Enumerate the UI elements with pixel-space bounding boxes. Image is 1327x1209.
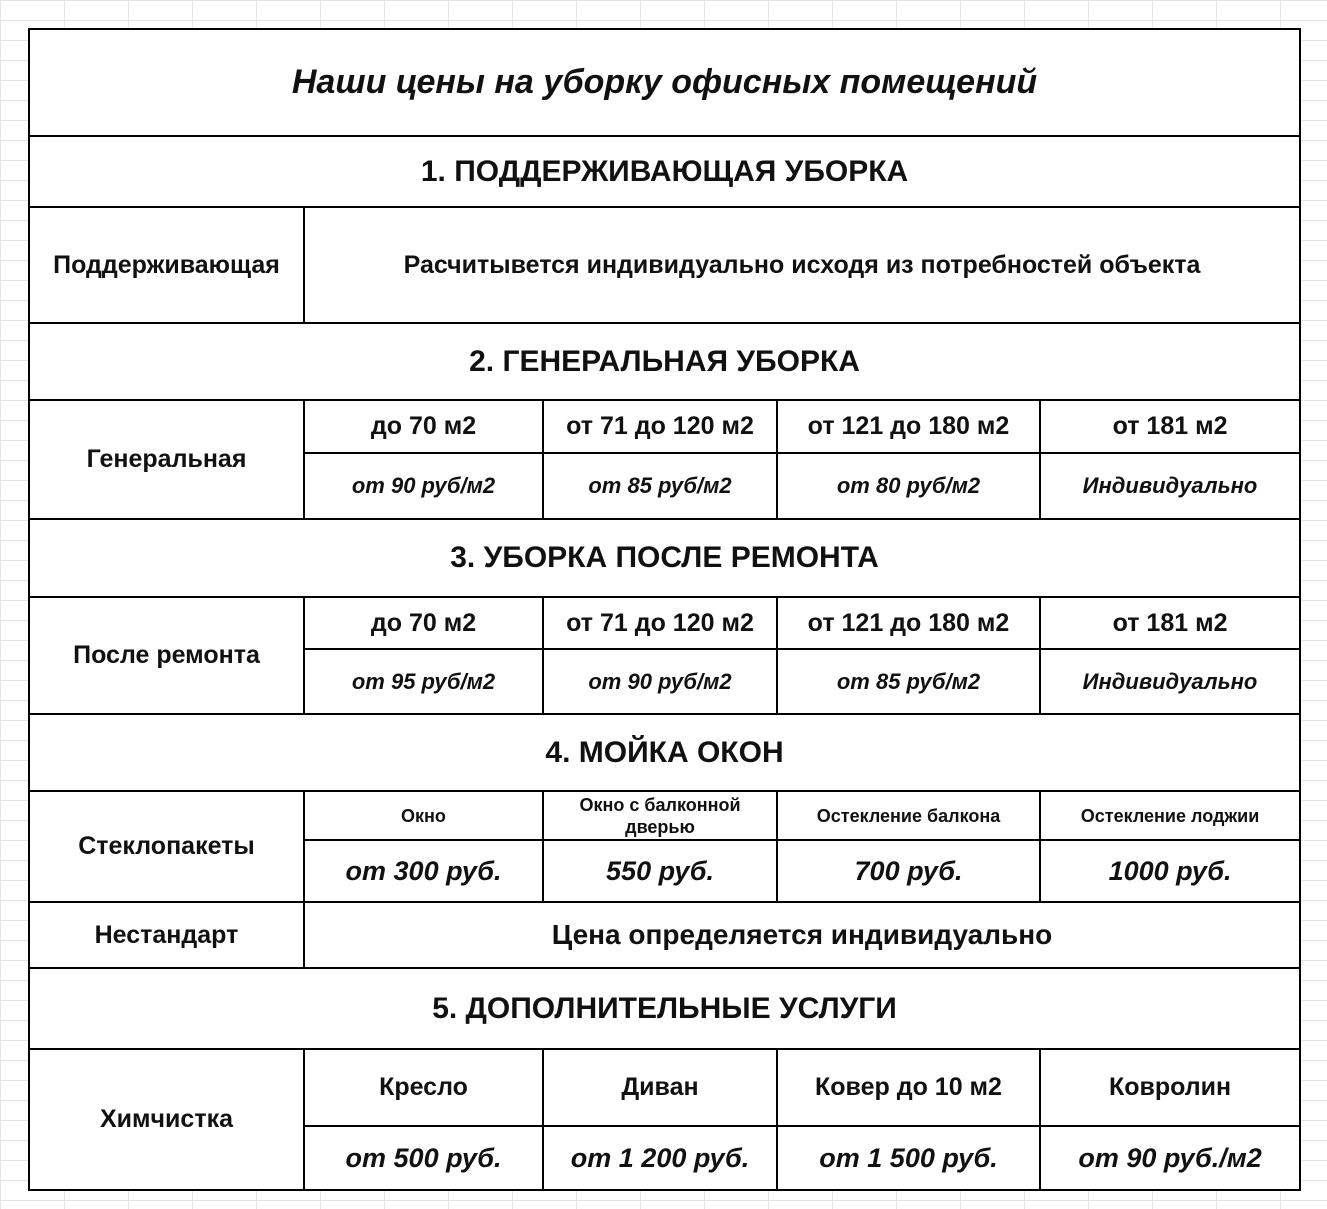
extra-price-cell: от 1 500 руб. [777, 1126, 1040, 1190]
window-type-cell: Окно [304, 791, 543, 840]
extra-item-cell: Ковер до 10 м2 [777, 1049, 1040, 1126]
section-heading-extra-services: 5. ДОПОЛНИТЕЛЬНЫЕ УСЛУГИ [29, 968, 1300, 1049]
renovation-range-cell: от 121 до 180 м2 [777, 597, 1040, 649]
section-heading-window-washing: 4. МОЙКА ОКОН [29, 714, 1300, 791]
general-range-cell: от 121 до 180 м2 [777, 400, 1040, 453]
row-label-double-glazing: Стеклопакеты [29, 791, 304, 902]
extra-price-cell: от 1 200 руб. [543, 1126, 777, 1190]
row-label-maintenance: Поддерживающая [29, 207, 304, 323]
renovation-range-cell: от 71 до 120 м2 [543, 597, 777, 649]
window-type-cell: Остекление балкона [777, 791, 1040, 840]
general-range-cell: от 71 до 120 м2 [543, 400, 777, 453]
nonstandard-note: Цена определяется индивидуально [304, 902, 1300, 968]
window-price-cell: 700 руб. [777, 840, 1040, 902]
window-price-cell: 550 руб. [543, 840, 777, 902]
renovation-range-cell: от 181 м2 [1040, 597, 1300, 649]
window-price-cell: от 300 руб. [304, 840, 543, 902]
general-price-cell: от 90 руб/м2 [304, 453, 543, 519]
general-price-cell: Индивидуально [1040, 453, 1300, 519]
section-heading-maintenance: 1. ПОДДЕРЖИВАЮЩАЯ УБОРКА [29, 136, 1300, 207]
renovation-price-cell: Индивидуально [1040, 649, 1300, 714]
renovation-price-cell: от 85 руб/м2 [777, 649, 1040, 714]
row-label-nonstandard: Нестандарт [29, 902, 304, 968]
renovation-range-cell: до 70 м2 [304, 597, 543, 649]
row-label-dry-cleaning: Химчистка [29, 1049, 304, 1190]
section-heading-general: 2. ГЕНЕРАЛЬНАЯ УБОРКА [29, 323, 1300, 400]
row-label-general: Генеральная [29, 400, 304, 519]
renovation-price-cell: от 90 руб/м2 [543, 649, 777, 714]
maintenance-note: Расчитывется индивидуально исходя из потребностей объекта [304, 207, 1300, 323]
price-table [28, 28, 1301, 1191]
window-type-cell: Окно с балконной дверью [543, 791, 777, 840]
extra-item-cell: Кресло [304, 1049, 543, 1126]
extra-item-cell: Ковролин [1040, 1049, 1300, 1126]
window-type-cell: Остекление лоджии [1040, 791, 1300, 840]
renovation-price-cell: от 95 руб/м2 [304, 649, 543, 714]
extra-price-cell: от 500 руб. [304, 1126, 543, 1190]
extra-price-cell: от 90 руб./м2 [1040, 1126, 1300, 1190]
general-range-cell: от 181 м2 [1040, 400, 1300, 453]
section-heading-after-renovation: 3. УБОРКА ПОСЛЕ РЕМОНТА [29, 519, 1300, 597]
row-label-after-renovation: После ремонта [29, 597, 304, 714]
extra-item-cell: Диван [543, 1049, 777, 1126]
window-price-cell: 1000 руб. [1040, 840, 1300, 902]
general-price-cell: от 85 руб/м2 [543, 453, 777, 519]
general-range-cell: до 70 м2 [304, 400, 543, 453]
page-title: Наши цены на уборку офисных помещений [29, 29, 1300, 136]
general-price-cell: от 80 руб/м2 [777, 453, 1040, 519]
